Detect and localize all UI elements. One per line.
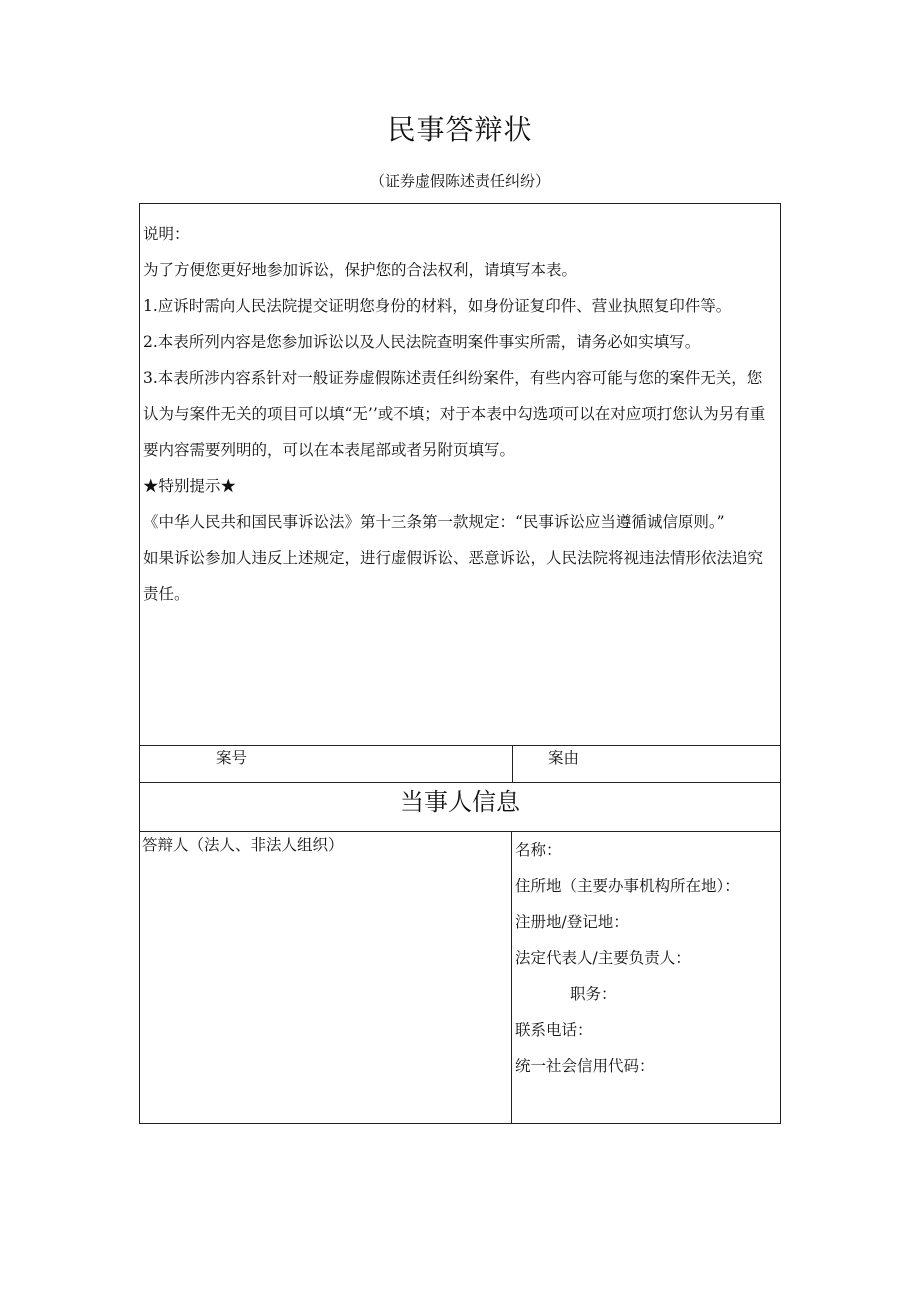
- case-cause-cell[interactable]: [512, 745, 780, 782]
- notice-box: [139, 203, 781, 746]
- name-field[interactable]: 名称：: [515, 841, 562, 859]
- phone-field[interactable]: 联系电话：: [515, 1021, 593, 1039]
- notice-heading: 说明：: [143, 225, 190, 243]
- notice-intro: 为了方便您更好地参加诉讼，保护您的合法权利，请填写本表。: [143, 261, 578, 279]
- respondent-type-cell: [140, 832, 512, 1123]
- registered-place-field[interactable]: 注册地/登记地：: [515, 913, 629, 931]
- party-info-row: [139, 832, 781, 1124]
- party-section-heading: 当事人信息: [139, 783, 781, 832]
- respondent-fields[interactable]: [513, 832, 781, 1084]
- law-quote: 《中华人民共和国民事诉讼法》第十三条第一款规定：“民事诉讼应当遵循诚信原则。”: [143, 513, 725, 531]
- position-label: 职务：: [570, 985, 617, 1003]
- document-title: 民事答辩状: [387, 113, 533, 146]
- case-info-row: [139, 745, 781, 783]
- case-cause-label: 案由: [548, 749, 580, 767]
- case-number-cell[interactable]: [140, 745, 513, 782]
- warning-text: 如果诉讼参加人违反上述规定，进行虚假诉讼、恶意诉讼，人民法院将视违法情形依法追究责任。: [143, 549, 764, 603]
- special-tip-heading: ★特别提示★: [143, 477, 237, 495]
- address-field[interactable]: 住所地（主要办事机构所在地）：: [515, 877, 740, 895]
- respondent-type-label: 答辩人（法人、非法人组织）: [142, 836, 344, 854]
- document-subtitle: （证券虚假陈述责任纠纷）: [369, 172, 550, 190]
- case-number-label: 案号: [216, 749, 248, 767]
- notice-item-2: 2.本表所列内容是您参加诉讼以及人民法院查明案件事实所需，请务必如实填写。: [143, 333, 701, 351]
- legal-rep-label: 法定代表人/主要负责人：: [515, 949, 691, 967]
- notice-item-1: 1.应诉时需向人民法院提交证明您身份的材料，如身份证复印件、营业执照复印件等。: [143, 297, 732, 315]
- credit-code-field[interactable]: 统一社会信用代码：: [515, 1057, 655, 1075]
- notice-item-3: 3.本表所涉内容系针对一般证券虚假陈述责任纠纷案件，有些内容可能与您的案件无关，您认为与案件无关的项目可以填“无’’或不填；对于本表中勾选项可以在对应项打您认为另有重要内容需要列明的，可以在本表尾部或者另附页填写。: [143, 369, 766, 459]
- legal-rep-field[interactable]: [515, 940, 705, 1012]
